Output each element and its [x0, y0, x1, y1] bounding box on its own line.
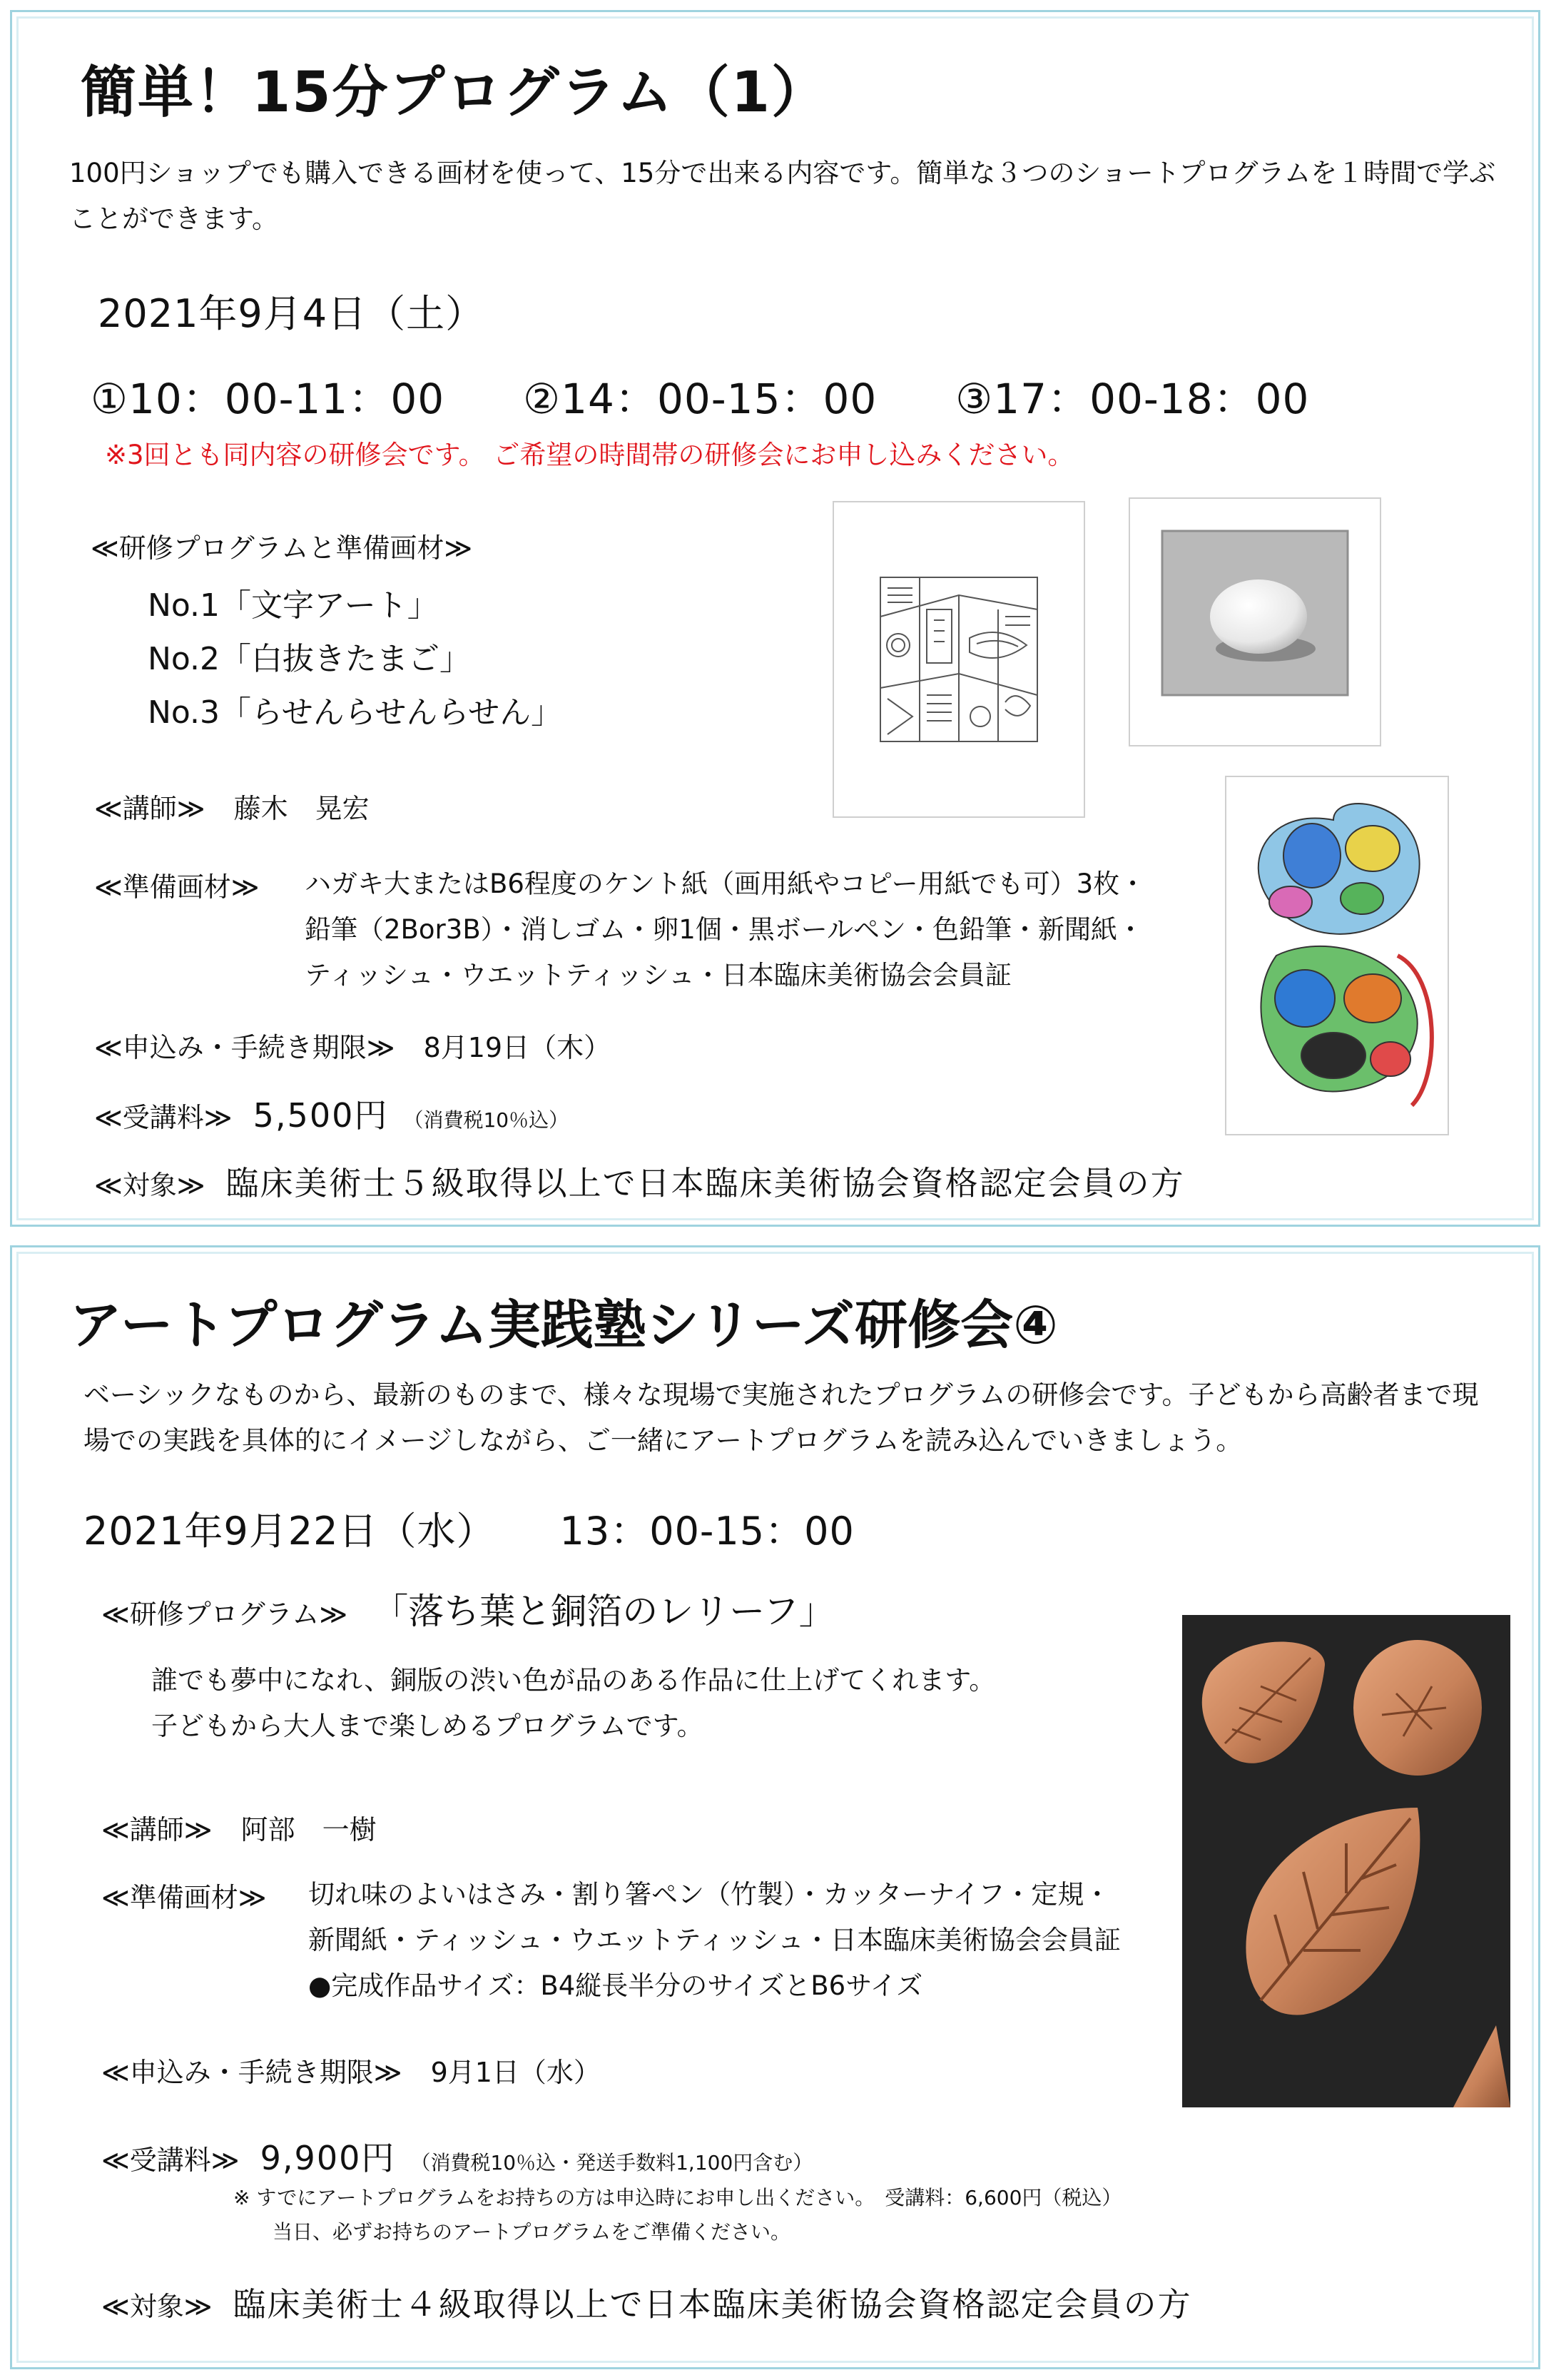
target-value: 臨床美術士５級取得以上で日本臨床美術協会資格認定会員の方 [225, 1164, 1185, 1202]
materials-2-line-1: 切れ味のよいはさみ・割り箸ペン（竹製）・カッターナイフ・定規・ [308, 1879, 1111, 1910]
copper-leaf-relief-photo [1182, 1615, 1510, 2107]
materials-line-2: 鉛筆（2Bor3B）・消しゴム・卵1個・黒ボールペン・色鉛筆・新聞紙・ [305, 914, 1144, 945]
deadline-2-row [101, 2050, 601, 2090]
program-label: ≪研修プログラム≫ [101, 1599, 348, 1630]
fee-2-subnote-2: 当日、必ずお持ちのアートプログラムをご準備ください。 [273, 2220, 791, 2244]
program-item-3: No.3「らせんらせんらせん」 [148, 694, 563, 731]
fee-label: ≪受講料≫ [94, 1102, 233, 1133]
deadline-2-value: 9月1日（水） [430, 2057, 601, 2088]
time-slot-2: ②14：00-15：00 [523, 375, 878, 423]
fee-2-value: 9,900円 [260, 2139, 396, 2177]
materials-line-1: ハガキ大またはB6程度のケント紙（画用紙やコピー用紙でも可）3枚・ [305, 869, 1146, 899]
target-row [94, 1158, 1185, 1205]
event-2-time: 13：00-15：00 [559, 1509, 855, 1554]
program-row [101, 1583, 835, 1634]
fee-2-subnote-1: ※ すでにアートプログラムをお持ちの方は申込時にお申し出ください。 受講料：6,600円（税込） [233, 2186, 1122, 2209]
program-title: 「落ち葉と銅箔のレリーフ」 [372, 1591, 835, 1632]
target-label: ≪対象≫ [94, 1170, 205, 1201]
event-2-datetime [83, 1501, 855, 1556]
spiral-drawing-image [1225, 776, 1449, 1135]
program-item-2: No.2「白抜きたまご」 [148, 641, 472, 677]
target-2-label: ≪対象≫ [101, 2291, 213, 2322]
instructor-row [94, 786, 370, 826]
event-1-times [91, 365, 1309, 425]
target-2-value: 臨床美術士４級取得以上で日本臨床美術協会資格認定会員の方 [233, 2285, 1192, 2324]
fee-note: （消費税10％込） [403, 1108, 569, 1132]
deadline-label: ≪申込み・手続き期限≫ [94, 1032, 395, 1063]
letter-art-drawing [834, 502, 1084, 816]
copper-leaves-art [1182, 1615, 1510, 2107]
instructor-label: ≪講師≫ [94, 793, 205, 824]
event-1-date: 2021年9月4日（土） [98, 291, 485, 336]
fee-row [94, 1090, 569, 1137]
event-2-title: アートプログラム実践塾シリーズ研修会④ [69, 1295, 1058, 1356]
event-1-description: 100円ショップでも購入できる画材を使って、15分で出来る内容です。簡単な３つのショートプログラムを１時間で学ぶことができます。 [69, 158, 1496, 234]
event-panel-2 [10, 1245, 1540, 2369]
spiral-drawing [1226, 777, 1448, 1134]
materials-2-line-2: 新聞紙・ティッシュ・ウエットティッシュ・日本臨床美術協会会員証 [308, 1925, 1121, 1955]
instructor-2-name: 阿部 一樹 [240, 1814, 377, 1845]
egg-drawing [1130, 499, 1380, 745]
fee-2-note: （消費税10％込・発送手数料1,100円含む） [410, 2151, 813, 2174]
materials-2-label: ≪準備画材≫ [101, 1882, 267, 1913]
deadline-2-label: ≪申込み・手続き期限≫ [101, 2057, 402, 2088]
program-desc-line-1: 誰でも夢中になれ、銅版の渋い色が品のある作品に仕上げてくれます。 [151, 1665, 996, 1696]
letter-art-image [833, 501, 1085, 818]
fee-2-row [101, 2132, 813, 2179]
time-slot-1: ①10：00-11：00 [91, 375, 445, 423]
event-1-note: ※3回とも同内容の研修会です。 ご希望の時間帯の研修会にお申し込みください。 [105, 440, 1074, 470]
program-heading: ≪研修プログラムと準備画材≫ [91, 532, 473, 564]
instructor-name: 藤木 晃宏 [233, 793, 370, 824]
program-desc-line-2: 子どもから大人まで楽しめるプログラムです。 [151, 1711, 703, 1741]
event-panel-1 [10, 10, 1540, 1227]
deadline-value: 8月19日（木） [423, 1032, 611, 1063]
instructor-2-row [101, 1808, 377, 1847]
materials-label: ≪準備画材≫ [94, 871, 260, 903]
fee-2-label: ≪受講料≫ [101, 2144, 240, 2176]
deadline-row [94, 1026, 611, 1065]
materials-2-line-3: ●完成作品サイズ：B4縦長半分のサイズとB6サイズ [308, 1970, 923, 2001]
event-1-title: 簡単！15分プログラム（1） [81, 61, 829, 125]
target-2-row [101, 2279, 1192, 2326]
program-item-1: No.1「文字アート」 [148, 587, 439, 624]
event-2-date: 2021年9月22日（水） [83, 1509, 496, 1554]
time-slot-3: ③17：00-18：00 [955, 375, 1310, 423]
fee-value: 5,500円 [253, 1096, 389, 1135]
event-2-description: ベーシックなものから、最新のものまで、様々な現場で実施されたプログラムの研修会です。子どもから高齢者まで現場での実践を具体的にイメージしながら、ご一緒にアートプログラムを読み込んでいきましょう。 [83, 1379, 1479, 1456]
materials-line-3: ティッシュ・ウエットティッシュ・日本臨床美術協会会員証 [305, 960, 1012, 991]
instructor-2-label: ≪講師≫ [101, 1814, 213, 1845]
egg-drawing-image [1129, 497, 1381, 746]
